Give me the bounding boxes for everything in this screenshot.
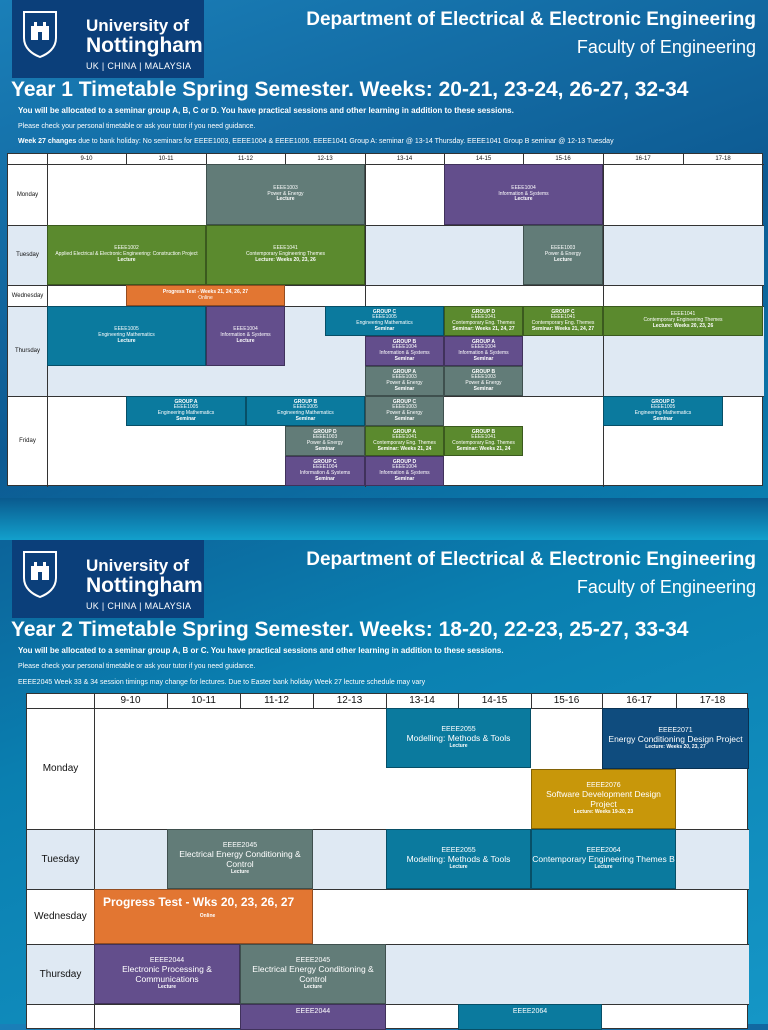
day-label-friday: Friday [19, 438, 36, 444]
day-label-thursday: Thursday [39, 968, 82, 980]
event-code: EEEE2076 [586, 782, 621, 790]
event-group-d-seminar[interactable] [365, 456, 444, 486]
event-eeee2045-lecture[interactable] [167, 829, 313, 889]
event-kind: Lecture [157, 983, 177, 990]
grid-line [27, 1004, 749, 1005]
faculty-title: Faculty of Engineering [576, 37, 756, 57]
info-line-1: You will be allocated to a seminar group A, B or C. You have practical sessions and other learning in addition to these sessions. [18, 646, 504, 655]
campuses-label: UK | CHINA | MALAYSIA [86, 61, 192, 71]
event-title: Contemporary Eng. Themes [452, 440, 515, 446]
event-code: EEEE1041 [670, 311, 696, 318]
event-title: Power & Energy [386, 380, 423, 386]
university-name-line2: Nottingham [86, 574, 203, 597]
event-kind: Seminar [315, 445, 335, 452]
time-header: 9-10 [80, 156, 93, 162]
grid-line [8, 285, 764, 286]
event-kind: Lecture [117, 337, 136, 344]
event-code: EEEE1003 [312, 434, 338, 441]
event-eeee1003-lecture[interactable] [523, 225, 603, 285]
event-code: EEEE1004 [471, 344, 496, 351]
year2-grid [26, 693, 748, 1029]
event-code: EEEE1004 [312, 464, 338, 471]
event-kind: Seminar [653, 415, 673, 422]
event-kind: Seminar [394, 475, 415, 482]
event-code: EEEE2064 [512, 1008, 548, 1015]
event-title: Contemporary Engineering Themes [245, 251, 326, 258]
event-kind: Seminar: Weeks 21, 24 [377, 445, 432, 452]
event-kind: Lecture [594, 864, 613, 871]
event-group-d-seminar[interactable] [603, 396, 723, 426]
event-kind: Seminar [394, 355, 415, 362]
event-code: EEEE1004 [392, 344, 417, 351]
time-header: 16-17 [626, 695, 652, 706]
event-group: GROUP A [471, 338, 496, 345]
event-code: EEEE1041 [273, 245, 298, 252]
event-title: Engineering Mathematics [157, 410, 215, 416]
event-group: GROUP C [392, 398, 417, 405]
university-name-line1: University of [86, 556, 189, 575]
event-group: GROUP C [551, 308, 575, 315]
event-title: Electrical Energy Conditioning & Control [252, 964, 374, 985]
event-kind: Lecture: Weeks 20, 23, 26 [652, 322, 714, 329]
time-header: 15-16 [553, 695, 580, 706]
university-name-line1: University of [86, 16, 189, 35]
time-header: 10-11 [158, 156, 174, 162]
info-line-2: Please check your personal timetable or ask your tutor if you need guidance. [18, 663, 256, 670]
event-code: EEEE1003 [273, 184, 298, 191]
event-title: Software Development Design Project [546, 789, 661, 810]
day-label-monday: Monday [16, 191, 39, 198]
event-title: Contemporary Eng. Themes [452, 320, 515, 326]
event-group: GROUP A [392, 428, 417, 435]
event-code: EEEE1041 [392, 434, 417, 441]
event-code: EEEE2055 [441, 726, 476, 734]
event-title: Modelling: Methods & Tools [406, 733, 511, 744]
event-title: Progress Test - Wks 20, 23, 26, 27 [103, 895, 295, 909]
event-kind: Seminar [473, 385, 494, 392]
event-progress-test[interactable] [94, 889, 313, 944]
event-eeee2071-lecture[interactable] [602, 708, 749, 769]
event-code: EEEE1005 [650, 404, 676, 411]
event-code: EEEE1004 [233, 326, 258, 333]
event-group-c-seminar[interactable] [523, 306, 603, 336]
event-kind: Seminar [394, 415, 415, 422]
event-code: EEEE2071 [658, 726, 693, 734]
time-header: 10-11 [191, 695, 216, 706]
info-line-3 [18, 138, 614, 145]
event-eeee2064[interactable] [458, 1004, 602, 1030]
event-kind: Lecture [276, 196, 295, 203]
time-header: 15-16 [555, 156, 571, 162]
event-title: Contemporary Eng. Themes [531, 320, 595, 326]
university-logo [12, 0, 204, 78]
event-title: Contemporary Engineering Themes B [532, 854, 675, 865]
faculty-title: Faculty of Engineering [576, 577, 756, 597]
event-code: EEEE2044 [295, 1008, 331, 1015]
event-code: EEEE1003 [471, 374, 496, 381]
event-code: EEEE1003 [550, 245, 576, 252]
time-header: 14-15 [481, 695, 508, 706]
time-header: 9-10 [120, 695, 141, 706]
event-group: GROUP A [174, 398, 198, 405]
event-kind: Seminar [473, 355, 494, 362]
time-header: 12-13 [336, 695, 363, 706]
event-eeee1005-lecture[interactable] [47, 306, 206, 366]
event-code: EEEE1003 [392, 404, 417, 411]
day-label-wednesday: Wednesday [11, 292, 44, 299]
event-eeee1003-lecture[interactable] [206, 164, 365, 225]
event-eeee1041-lecture[interactable] [603, 306, 763, 336]
event-kind: Seminar [176, 415, 196, 422]
event-group: GROUP C [372, 308, 397, 315]
event-code: EEEE1005 [114, 326, 139, 333]
event-title: Information & Systems [220, 332, 271, 339]
event-group: GROUP D [651, 398, 675, 405]
event-group-d-seminar[interactable] [285, 426, 365, 456]
info-line-3-rest: due to bank holiday: No seminars for EEEE1003, EEEE1004 & EEEE1005. EEEE1041 Group A: seminar @ 13-14 Thursday. EEEE1041 Group B seminar @ 12-13 Tuesday [76, 138, 614, 145]
event-code: EEEE1005 [293, 404, 318, 411]
info-line-2: Please check your personal timetable or ask your tutor if you need guidance. [18, 123, 256, 130]
event-eeee2064-lecture[interactable] [531, 829, 676, 889]
event-kind: Seminar [394, 385, 415, 392]
event-code: EEEE1003 [392, 374, 417, 381]
event-code: EEEE1004 [511, 184, 536, 191]
time-header: 13-14 [409, 695, 435, 706]
event-title: Progress Test - Weeks 21, 24, 26, 27 [162, 288, 249, 295]
event-title: Power & Energy [267, 190, 304, 197]
event-title: Contemporary Engineering Themes [643, 317, 723, 324]
event-group-c-seminar[interactable] [285, 456, 365, 486]
event-title: Electrical Energy Conditioning & Control [179, 849, 301, 870]
event-group: GROUP B [471, 368, 496, 375]
day-label-wednesday: Wednesday [34, 911, 87, 922]
event-group: GROUP A [392, 368, 417, 375]
event-group-a-seminar[interactable] [365, 426, 444, 456]
castle-crest-icon [22, 550, 58, 598]
event-group: GROUP B [471, 428, 496, 435]
event-group-a-seminar[interactable] [365, 366, 444, 396]
event-code: EEEE1041 [550, 314, 576, 321]
event-kind: Lecture: Weeks 19-20, 23 [573, 808, 634, 815]
event-title: Modelling: Methods & Tools [406, 854, 511, 865]
event-group: GROUP B [392, 338, 417, 345]
info-line-3-bold: Week 27 changes [18, 138, 77, 145]
time-header: 12-13 [317, 156, 333, 162]
event-eeee2044[interactable] [240, 1004, 386, 1030]
info-line-1: You will be allocated to a seminar group A, B, C or D. You have practical sessions and other learning in addition to these sessions. [18, 106, 514, 115]
event-title: Information & Systems [299, 470, 351, 476]
event-title: Applied Electrical & Electronic Engineering: Construction Project [55, 251, 198, 258]
event-kind: Lecture [117, 256, 136, 263]
info-line-3: EEEE2045 Week 33 & 34 session timings may change for lectures. Due to Easter bank holiday Week 27 lecture schedule may vary [18, 679, 426, 686]
event-eeee2055-lecture[interactable] [386, 708, 531, 768]
event-group: GROUP D [392, 458, 417, 465]
day-label-tuesday: Tuesday [16, 252, 39, 258]
event-kind: Seminar: Weeks 21, 24, 27 [452, 325, 515, 332]
day-label-monday: Monday [42, 763, 79, 774]
time-header: 16-17 [635, 156, 651, 162]
event-title: Energy Conditioning Design Project [608, 733, 743, 744]
timetable-title: Year 2 Timetable Spring Semester. Weeks: 18-20, 22-23, 25-27, 33-34 [11, 618, 689, 641]
event-kind: Lecture [236, 337, 255, 344]
event-code: EEEE1005 [173, 404, 199, 411]
event-group-b-seminar[interactable] [365, 336, 444, 366]
event-group-d-seminar[interactable] [444, 306, 523, 336]
event-eeee2076-lecture[interactable] [531, 769, 676, 829]
event-title: Information & Systems [458, 350, 509, 356]
event-title: Power & Energy [386, 410, 423, 416]
event-title: Engineering Mathematics [356, 320, 413, 326]
day-label-thursday: Thursday [14, 348, 40, 354]
event-kind: Lecture: Weeks 20, 23, 27 [645, 743, 706, 750]
campuses-label: UK | CHINA | MALAYSIA [86, 601, 192, 611]
event-eeee2045-lecture[interactable] [240, 944, 386, 1004]
event-group: GROUP D [471, 308, 496, 315]
event-title: Power & Energy [306, 440, 344, 446]
event-title: Information & Systems [379, 470, 430, 476]
event-kind: Lecture: Weeks 20, 23, 26 [255, 256, 316, 263]
event-code: EEEE1005 [372, 314, 397, 321]
event-kind: Lecture [514, 196, 533, 203]
event-code: EEEE1004 [392, 464, 417, 471]
event-group-b-seminar[interactable] [444, 426, 523, 456]
event-group: GROUP D [313, 428, 337, 435]
event-title: Information & Systems [379, 350, 430, 356]
department-title: Department of Electrical & Electronic Engineering [306, 9, 756, 30]
event-kind: Seminar: Weeks 21, 24 [456, 445, 511, 452]
time-header: 11-12 [264, 695, 289, 706]
event-group: GROUP C [313, 458, 337, 465]
event-eeee1004-lecture[interactable] [444, 164, 603, 225]
event-code: EEEE2064 [586, 847, 621, 855]
event-eeee1041-lecture[interactable] [206, 225, 365, 285]
event-kind: Seminar: Weeks 21, 24, 27 [531, 325, 595, 332]
event-kind: Lecture [303, 983, 323, 990]
year2-timetable-panel [0, 540, 768, 1024]
event-progress-test[interactable] [126, 285, 285, 306]
event-eeee1002-lecture[interactable] [47, 225, 206, 285]
event-group-b-seminar[interactable] [246, 396, 365, 426]
time-header: 13-14 [396, 156, 413, 162]
event-kind: Lecture [230, 868, 250, 875]
year1-grid [7, 153, 763, 486]
event-group-a-seminar[interactable] [126, 396, 246, 426]
event-code: EEEE1041 [471, 434, 496, 441]
time-header: 17-18 [715, 156, 731, 162]
event-group-a-seminar[interactable] [444, 336, 523, 366]
event-title: Engineering Mathematics [98, 332, 155, 339]
event-title: Power & Energy [544, 251, 582, 258]
university-logo [12, 540, 204, 618]
event-code: EEEE2045 [295, 957, 331, 965]
event-kind: Lecture [449, 743, 468, 750]
event-kind: Online [199, 912, 216, 919]
event-title: Engineering Mathematics [277, 410, 334, 416]
event-title: Contemporary Eng. Themes [373, 440, 436, 446]
event-code: EEEE2055 [441, 847, 476, 855]
event-group-c-seminar[interactable] [325, 306, 444, 336]
time-header: 17-18 [699, 695, 726, 706]
university-name-line2: Nottingham [86, 34, 203, 57]
event-code: EEEE2044 [149, 957, 185, 965]
event-eeee2055-lecture[interactable] [386, 829, 531, 889]
time-header: 14-15 [475, 156, 492, 162]
time-header: 11-12 [238, 156, 253, 162]
event-kind: Seminar [315, 475, 335, 482]
event-group-b-seminar[interactable] [444, 366, 523, 396]
event-kind: Lecture [553, 256, 573, 263]
year1-timetable-panel [0, 0, 768, 498]
event-kind: Online [198, 294, 213, 301]
event-title: Electronic Processing & Communications [122, 964, 212, 985]
event-title: Engineering Mathematics [634, 410, 692, 416]
timetable-title: Year 1 Timetable Spring Semester. Weeks: 20-21, 23-24, 26-27, 32-34 [11, 78, 689, 101]
event-title: Information & Systems [498, 190, 549, 197]
event-code: EEEE2045 [222, 842, 258, 850]
event-kind: Lecture [449, 864, 468, 871]
day-label-tuesday: Tuesday [41, 853, 80, 865]
event-group-c-seminar[interactable] [365, 396, 444, 426]
event-code: EEEE1041 [471, 314, 496, 321]
panel-separator [0, 498, 768, 540]
grid-line [8, 164, 764, 165]
event-code: EEEE1002 [114, 245, 139, 252]
event-eeee1004-lecture[interactable] [206, 306, 285, 366]
event-kind: Seminar [295, 415, 316, 422]
castle-crest-icon [22, 10, 58, 58]
event-title: Power & Energy [465, 380, 502, 386]
event-group: GROUP B [293, 398, 318, 405]
department-title: Department of Electrical & Electronic Engineering [306, 549, 756, 570]
event-kind: Seminar [374, 325, 395, 332]
event-eeee2044-lecture[interactable] [94, 944, 240, 1004]
